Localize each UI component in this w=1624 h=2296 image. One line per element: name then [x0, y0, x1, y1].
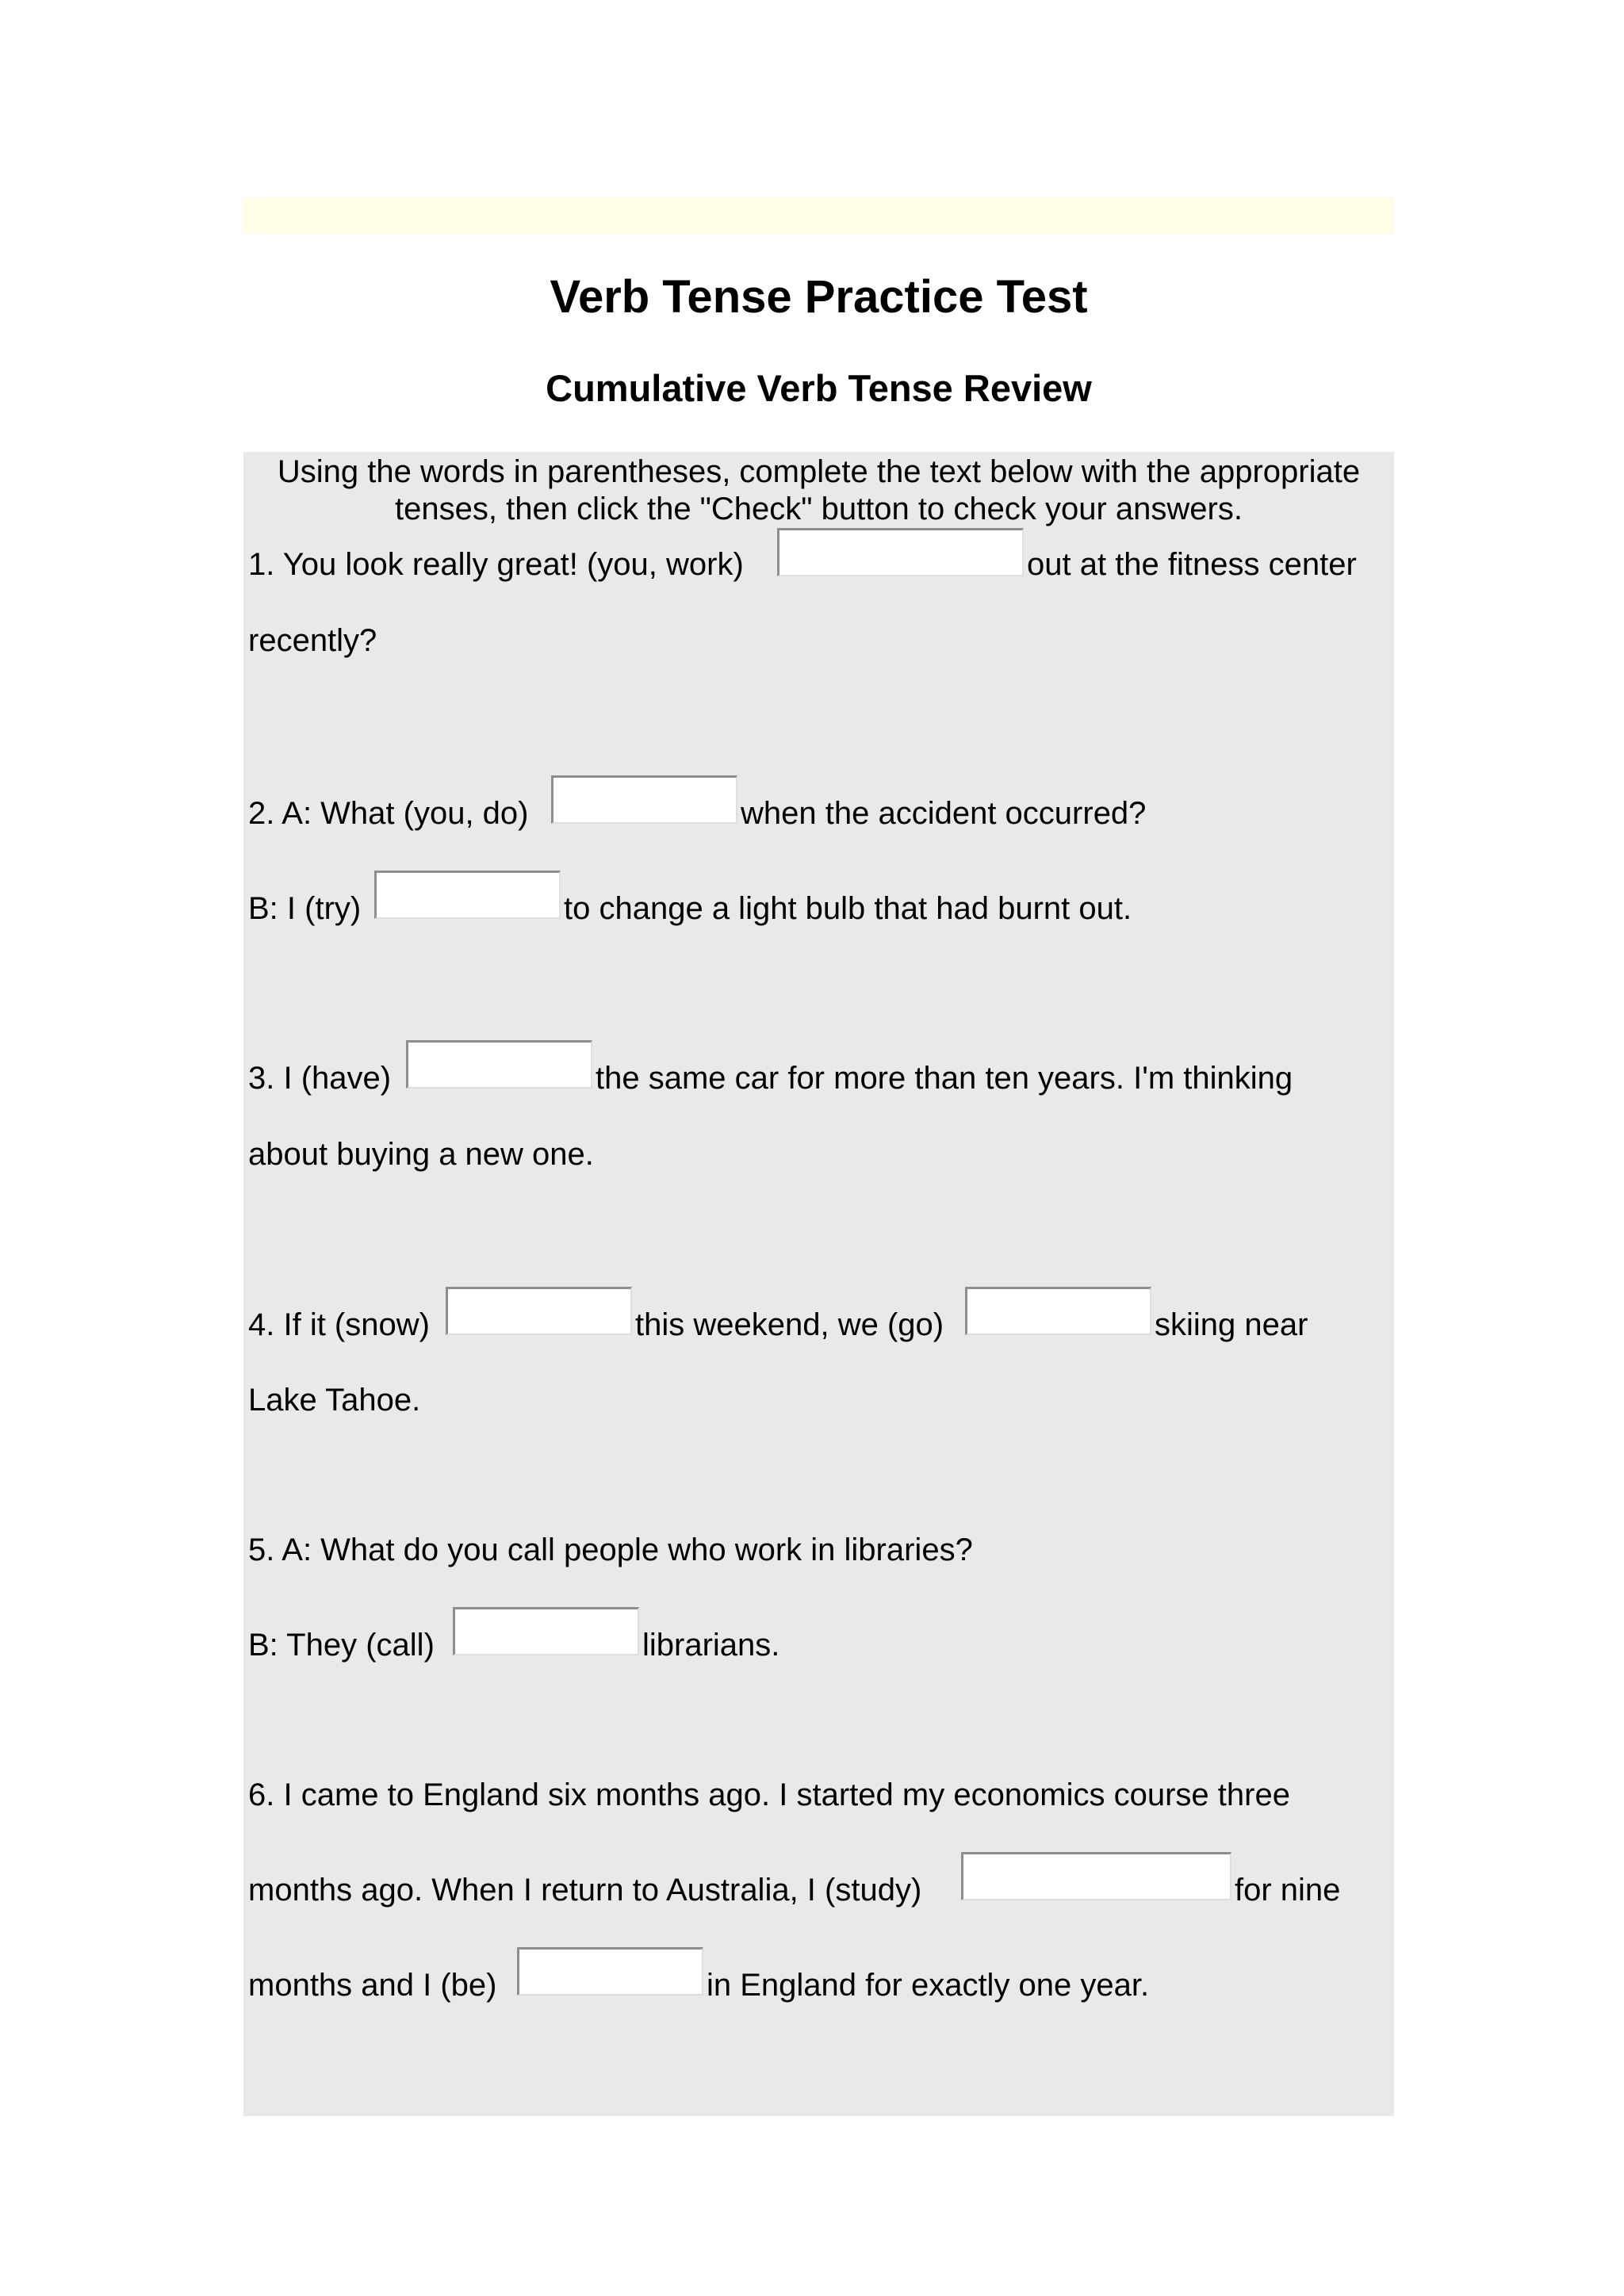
q2-answer-input-1[interactable]: [551, 775, 737, 824]
q6-text-line1: 6. I came to England six months ago. I started my economics course three: [248, 1777, 1290, 1812]
top-banner: [243, 197, 1394, 234]
q5-a-text: 5. A: What do you call people who work in libraries?: [248, 1533, 973, 1567]
q2-answer-input-2[interactable]: [374, 871, 561, 919]
q1-text-after: out at the fitness center: [1027, 547, 1357, 582]
q5-b-text-after: librarians.: [642, 1628, 780, 1663]
instructions-text: Using the words in parentheses, complete the text below with the appropriate tenses, then click the "Check" button to check your answers.: [277, 454, 1361, 526]
q1-answer-input[interactable]: [777, 528, 1024, 576]
q6-text-line3-before: months and I (be): [248, 1968, 497, 2003]
q4-text-before: 4. If it (snow): [248, 1307, 430, 1342]
q5-answer-input[interactable]: [453, 1607, 639, 1655]
q2-b-text-before: B: I (try): [248, 891, 362, 926]
page-subtitle: Cumulative Verb Tense Review: [546, 367, 1092, 409]
q1-text-before: 1. You look really great! (you, work): [248, 547, 744, 582]
q3-answer-input[interactable]: [406, 1040, 592, 1089]
q4-answer-input-2[interactable]: [965, 1287, 1151, 1335]
q2-a-text-after: when the accident occurred?: [741, 796, 1147, 831]
q2-a-text-before: 2. A: What (you, do): [248, 796, 529, 831]
q6-text-line2-after: for nine: [1235, 1873, 1341, 1908]
q4-answer-input-1[interactable]: [446, 1287, 632, 1335]
q3-text-line2: about buying a new one.: [248, 1137, 594, 1172]
q4-text-after: skiing near: [1155, 1307, 1308, 1342]
q5-b-text-before: B: They (call): [248, 1628, 435, 1663]
q6-answer-input-1[interactable]: [961, 1852, 1231, 1900]
q4-text-middle: this weekend, we (go): [635, 1307, 944, 1342]
q4-text-line2: Lake Tahoe.: [248, 1383, 421, 1418]
q3-text-before: 3. I (have): [248, 1061, 392, 1096]
q6-answer-input-2[interactable]: [517, 1947, 703, 1996]
q2-b-text-after: to change a light bulb that had burnt out.: [564, 891, 1132, 926]
q6-text-line2-before: months ago. When I return to Australia, I (study): [248, 1873, 922, 1908]
exercise-panel: [243, 452, 1394, 2116]
q6-text-line3-after: in England for exactly one year.: [707, 1968, 1150, 2003]
q3-text-after: the same car for more than ten years. I'm thinking: [596, 1061, 1293, 1096]
page-title: Verb Tense Practice Test: [550, 271, 1088, 323]
q1-text-line2: recently?: [248, 623, 377, 658]
